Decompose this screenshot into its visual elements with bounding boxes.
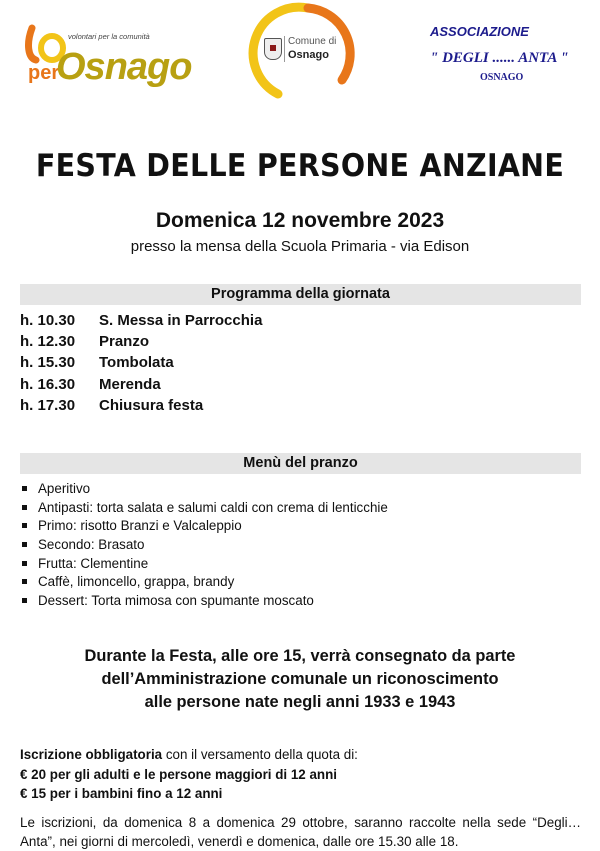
logo-tagline: volontari per la comunità xyxy=(68,32,150,41)
menu-item xyxy=(20,593,388,612)
bullet-icon xyxy=(22,486,27,491)
assoc-name: " DEGLI ...... ANTA " xyxy=(430,50,569,66)
registration-lead xyxy=(20,745,581,765)
program-event: Tombolata xyxy=(99,354,174,372)
menu-item-text: Dessert: Torta mimosa con spumante moscato xyxy=(38,593,314,609)
logo-town: Osnago xyxy=(56,46,192,88)
menu-item xyxy=(20,574,388,593)
award-line: dell’Amministrazione comunale un riconoscimento xyxy=(101,670,499,688)
fee-adults xyxy=(20,765,581,785)
fee-adults-text: € 20 per gli adulti e le persone maggiori di 12 anni xyxy=(20,766,338,782)
bullet-icon xyxy=(22,598,27,603)
program-time: h. 10.30 xyxy=(20,312,76,329)
registration-required: Iscrizione obbligatoria xyxy=(20,747,163,762)
program-item xyxy=(20,354,262,375)
program-time: h. 17.30 xyxy=(20,396,76,414)
program-event: S. Messa in Parrocchia xyxy=(99,312,263,329)
program-event: Chiusura festa xyxy=(99,396,204,414)
event-venue: presso la mensa della Scuola Primaria - via Edison xyxy=(130,238,470,255)
menu-item-text: Antipasti: torta salata e salumi caldi con crema di lenticchie xyxy=(38,499,388,515)
award-announcement xyxy=(0,645,600,714)
program-time: h. 15.30 xyxy=(20,354,76,372)
header-logos xyxy=(0,0,600,110)
associazione-degli-anta-logo xyxy=(420,24,590,94)
award-line: Durante la Festa, alle ore 15, verrà consegnato da parte xyxy=(84,647,516,665)
award-line: alle persone nate negli anni 1933 e 1943 xyxy=(144,693,456,711)
bullet-icon xyxy=(22,523,27,528)
program-item xyxy=(20,312,262,333)
bullet-icon xyxy=(22,505,27,510)
logo-comune-name: Osnago xyxy=(288,49,329,61)
assoc-label: ASSOCIAZIONE xyxy=(430,24,529,39)
assoc-town: OSNAGO xyxy=(480,72,524,83)
bullet-icon xyxy=(22,542,27,547)
menu-heading: Menù del pranzo xyxy=(20,453,581,474)
menu-item xyxy=(20,537,388,556)
lo-per-osnago-logo xyxy=(22,24,192,96)
program-event: Merenda xyxy=(99,375,161,393)
menu-item-text: Primo: risotto Branzi e Valcaleppio xyxy=(38,518,242,534)
comune-di-osnago-logo xyxy=(234,2,366,104)
registration-note: Le iscrizioni, da domenica 8 a domenica 29 ottobre, saranno raccolte nella sede “Degli…Anta”, nei giorni di mercoledì, venerdì e domenica, dalle ore 15.30 alle 18. xyxy=(20,814,581,849)
page-title: FESTA DELLE PERSONE ANZIANE xyxy=(35,148,565,184)
registration-lead-text: con il versamento della quota di: xyxy=(162,747,358,762)
menu-item-text: Aperitivo xyxy=(38,481,91,496)
menu-item-text: Caffè, limoncello, grappa, brandy xyxy=(38,574,235,590)
menu-item xyxy=(20,518,388,537)
logo-prefix: per xyxy=(28,62,60,84)
program-heading: Programma della giornata xyxy=(20,284,581,305)
event-date: Domenica 12 novembre 2023 xyxy=(155,209,445,232)
menu-item-text: Frutta: Clementine xyxy=(38,555,149,571)
registration-section xyxy=(20,745,581,851)
logo-comune-label: Comune di xyxy=(288,36,337,47)
bullet-icon xyxy=(22,561,27,566)
program-time: h. 16.30 xyxy=(20,375,76,393)
program-item xyxy=(20,397,262,418)
menu-item xyxy=(20,481,388,500)
program-item xyxy=(20,376,262,397)
program-list xyxy=(20,312,262,418)
logo-divider xyxy=(284,36,285,62)
menu-item-text: Secondo: Brasato xyxy=(38,537,145,553)
program-item xyxy=(20,333,262,354)
coat-of-arms-icon xyxy=(264,38,282,60)
fee-children-text: € 15 per i bambini fino a 12 anni xyxy=(20,786,223,801)
bullet-icon xyxy=(22,579,27,584)
menu-item xyxy=(20,556,388,575)
menu-list xyxy=(20,481,388,612)
program-event: Pranzo xyxy=(99,333,150,351)
fee-children xyxy=(20,784,581,804)
program-time: h. 12.30 xyxy=(20,333,76,351)
menu-item xyxy=(20,500,388,519)
